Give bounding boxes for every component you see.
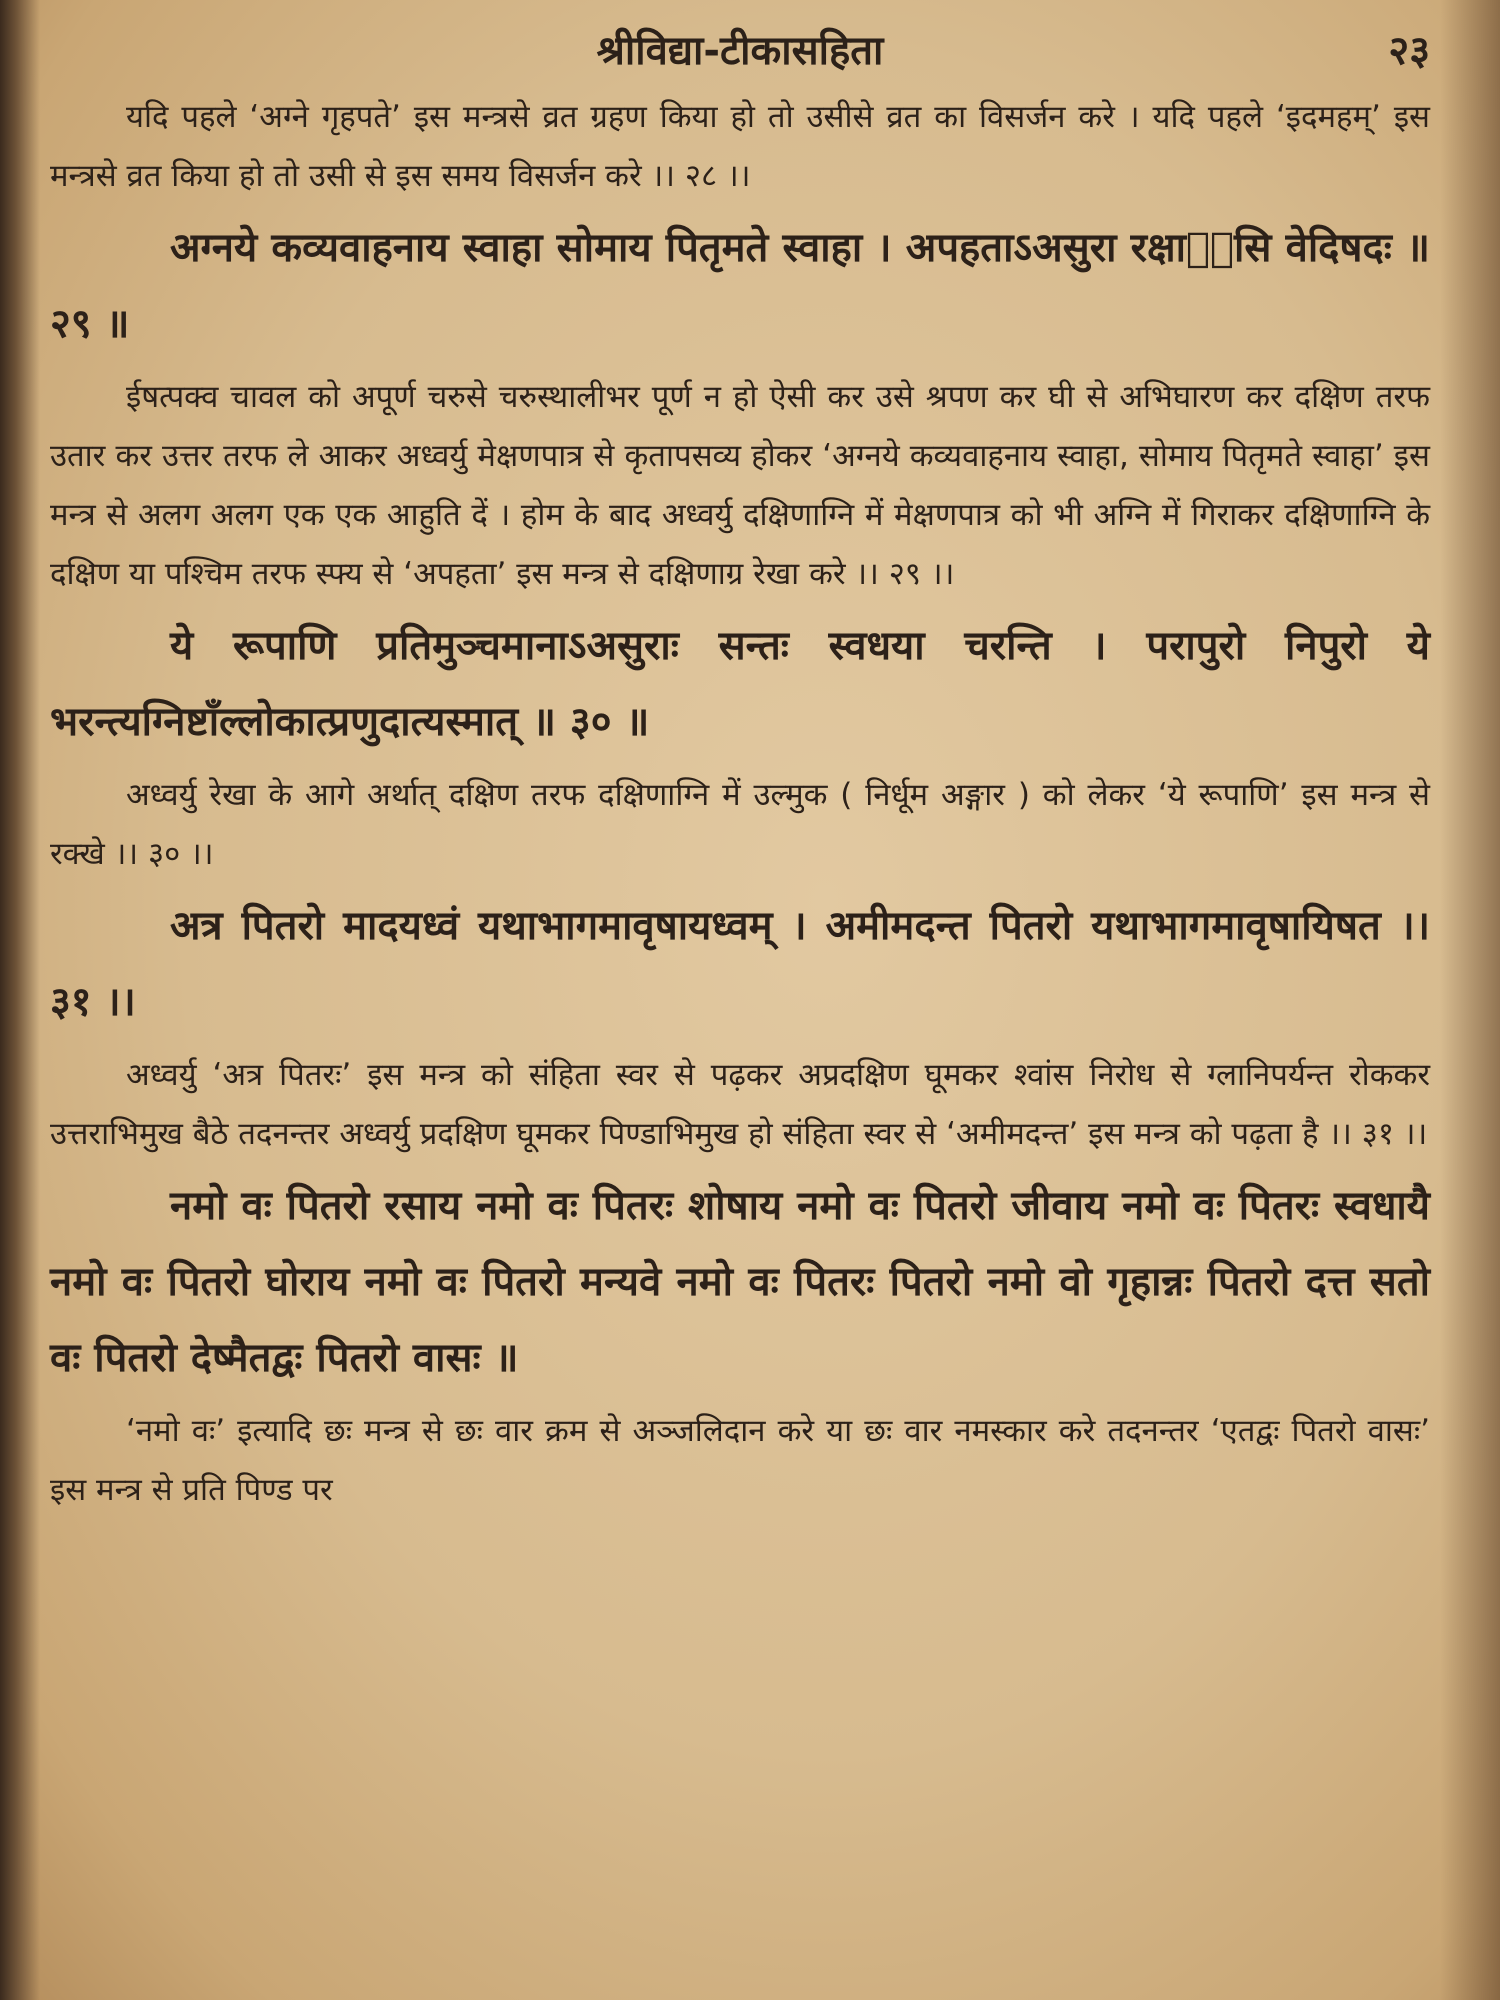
commentary-paragraph: यदि पहले ‘अग्ने गृहपते’ इस मन्त्रसे व्रत ग्रहण किया हो तो उसीसे व्रत का विसर्जन करे । यदि पहले ‘इदमहम्’ इस मन्त्रसे व्रत किया हो तो उसी से इस समय विसर्जन करे ।। २८ ।। [50, 99, 1430, 194]
mantra-verse-30: ये रूपाणि प्रतिमुञ्चमानाऽअसुराः सन्तः स्वधया चरन्ति । परापुरो निपुरो ये भरन्त्यग्निष्टाँल्लोकात्प्रणुदात्यस्मात् ॥ ३० ॥ [50, 623, 1430, 745]
mantra-verse-31: अत्र पितरो मादयध्वं यथाभागमावृषायध्वम् । अमीमदन्त पितरो यथाभागमावृषायिषत ।। ३१ ।। [50, 903, 1430, 1025]
commentary-paragraph: अध्वर्यु रेखा के आगे अर्थात् दक्षिण तरफ दक्षिणाग्नि में उल्मुक ( निर्धूम अङ्गार ) को लेकर ‘ये रूपाणि’ इस मन्त्र से रक्खे ।। ३० ।। [50, 777, 1430, 872]
running-head: श्रीविद्या-टीकासहिता [596, 28, 884, 74]
page-body [50, 88, 1430, 1520]
commentary-paragraph: ईषत्पक्व चावल को अपूर्ण चरुसे चरुस्थालीभर पूर्ण न हो ऐसी कर उसे श्रपण कर घी से अभिघारण कर दक्षिण तरफ उतार कर उत्तर तरफ ले आकर अध्वर्यु मेक्षणपात्र से कृतापसव्य होकर ‘अग्नये कव्यवाहनाय स्वाहा, सोमाय पितृमते स्वाहा’ इस मन्त्र से अलग अलग एक एक आहुति दें । होम के बाद अध्वर्यु दक्षिणाग्नि में मेक्षणपात्र को भी अग्नि में गिराकर दक्षिणाग्नि के दक्षिण या पश्चिम तरफ स्फ्य से ‘अपहता’ इस मन्त्र से दक्षिणाग्र रेखा करे ।। २९ ।। [50, 379, 1430, 592]
mantra-verse-32: नमो वः पितरो रसाय नमो वः पितरः शोषाय नमो वः पितरो जीवाय नमो वः पितरः स्वधायै नमो वः पितरो घोराय नमो वः पितरो मन्यवे नमो वः पितरः पितरो नमो वो गृहान्नः पितरो दत्त सतो वः पितरो देष्मैतद्वः पितरो वासः ॥ [50, 1183, 1430, 1381]
page-header [50, 18, 1430, 82]
page-number: २३ [1388, 28, 1430, 74]
commentary-paragraph: अध्वर्यु ‘अत्र पितरः’ इस मन्त्र को संहिता स्वर से पढ़कर अप्रदक्षिण घूमकर श्वांस निरोध से ग्लानिपर्यन्त रोककर उत्तराभिमुख बैठे तदनन्तर अध्वर्यु प्रदक्षिण घूमकर पिण्डाभिमुख हो संहिता स्वर से ‘अमीमदन्त’ इस मन्त्र को पढ़ता है ।। ३१ ।। [50, 1057, 1430, 1152]
commentary-paragraph: ‘नमो वः’ इत्यादि छः मन्त्र से छः वार क्रम से अञ्जलिदान करे या छः वार नमस्कार करे तदनन्तर ‘एतद्वः पितरो वासः’ इस मन्त्र से प्रति पिण्ड पर [50, 1413, 1430, 1508]
mantra-verse-29: अग्नये कव्यवाहनाय स्वाहा सोमाय पितृमते स्वाहा । अपहताऽअसुरा रक्षाᳬंसि वेदिषदः ॥ २९ ॥ [50, 225, 1430, 347]
